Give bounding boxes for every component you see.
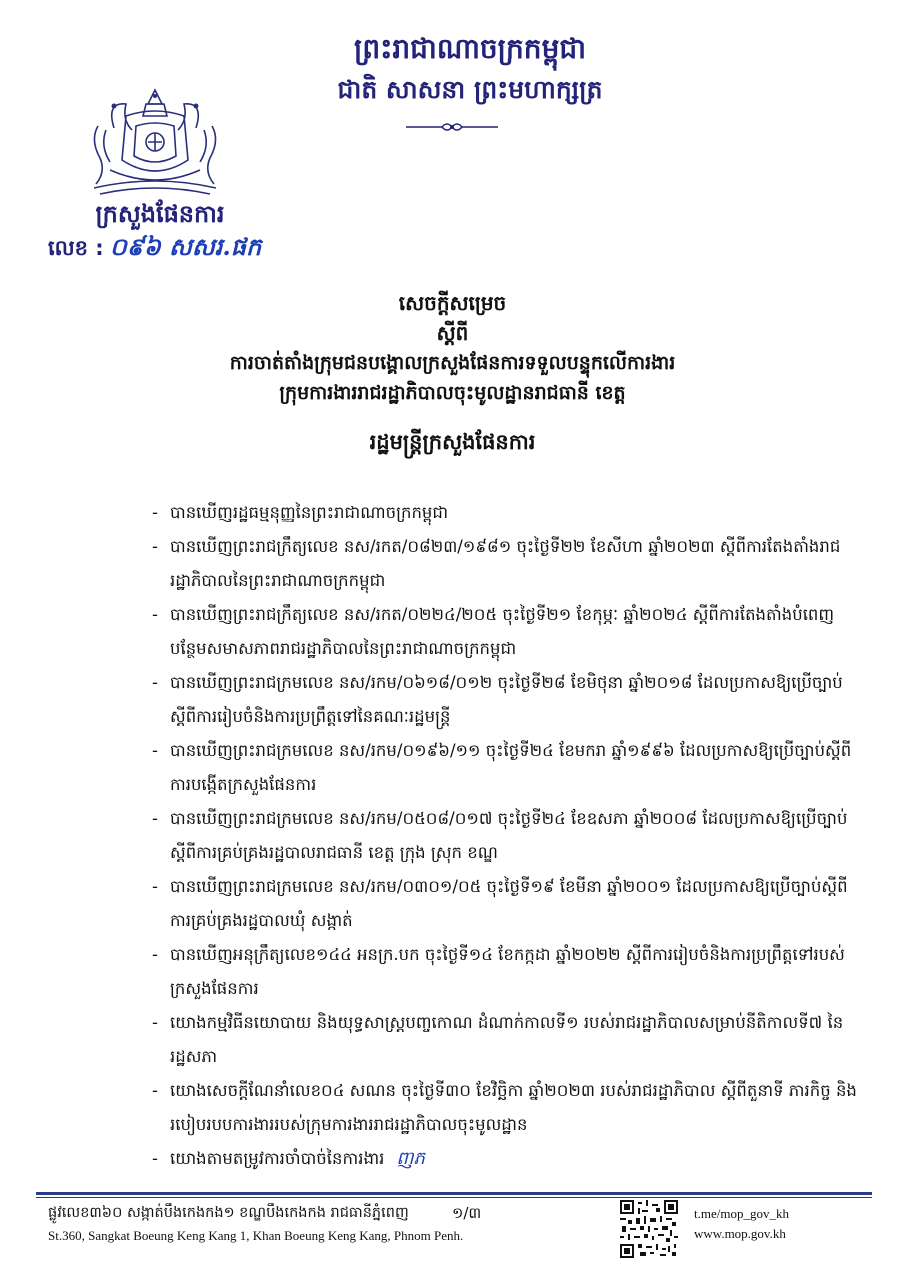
- subject-line-1: ការចាត់តាំងក្រុមជនបង្គោលក្រសួងផែនការទទួលបន្ទុកលើការងារ: [229, 352, 676, 374]
- ministry-name: ក្រសួងផែនការ: [95, 200, 225, 228]
- recital-item: - បានឃើញរដ្ឋធម្មនុញ្ញនៃព្រះរាជាណាចក្រកម្ពុជា: [152, 503, 449, 522]
- document-titles: [0, 288, 905, 458]
- recital-list: [152, 496, 864, 1176]
- handwritten-initials: ញភ: [396, 1148, 425, 1169]
- recital-text: បានឃើញព្រះរាជក្រមលេខ នស/រកម/០៥០៨/០១៧ ចុះថ្ងៃទី២៤ ខែឧសភា ឆ្នាំ២០០៨ ដែលប្រកាសឱ្យប្រើច្បាប់ស្តីពីការគ្រប់គ្រងរដ្ឋបាលរាជធានី ខេត្ត ក្រុង ស្រុក ខណ្ឌ: [170, 809, 848, 862]
- recital-text: បានឃើញព្រះរាជក្រឹត្យលេខ នស/រកត/០២២៤/២០៥ ចុះថ្ងៃទី២១ ខែកុម្ភៈ ឆ្នាំ២០២៤ ស្តីពីការតែងតាំងបំពេញបន្ថែមសមាសភាពរាជរដ្ឋាភិបាលនៃព្រះរាជាណាចក្រកម្ពុជា: [170, 605, 835, 658]
- recital-item: - បានឃើញព្រះរាជក្រឹត្យលេខ នស/រកត/០៨២៣/១៩៨១ ចុះថ្ងៃទី២២ ខែសីហា ឆ្នាំ២០២៣ ស្តីពីការតែងតាំងរាជរដ្ឋាភិបាលនៃព្រះរាជាណាចក្រកម្ពុជា: [152, 537, 841, 590]
- footer-divider-thin: [36, 1197, 872, 1198]
- recital-text: យោងកម្មវិធីនយោបាយ និងយុទ្ធសាស្ត្របញ្ចកោណ ដំណាក់កាលទី១ របស់រាជរដ្ឋាភិបាលសម្រាប់នីតិកាលទី៧ នៃរដ្ឋសភា: [170, 1013, 844, 1066]
- recital-item: - យោងកម្មវិធីនយោបាយ និងយុទ្ធសាស្ត្របញ្ចកោណ ដំណាក់កាលទី១ របស់រាជរដ្ឋាភិបាលសម្រាប់នីតិកាលទី៧ នៃរដ្ឋសភា: [152, 1013, 844, 1066]
- footer-divider: [36, 1192, 872, 1195]
- footer-contact: [694, 1204, 789, 1244]
- recital-item: - យោងសេចក្តីណែនាំលេខ០៤ សណន ចុះថ្ងៃទី៣០ ខែវិច្ឆិកា ឆ្នាំ២០២៣ របស់រាជរដ្ឋាភិបាល ស្តីពីតួនាទី ភារកិច្ច និងរបៀបរបបការងាររបស់ក្រុមការងាររាជរដ្ឋាភិបាលចុះមូលដ្ឋាន: [152, 1081, 857, 1134]
- minister-heading: រដ្ឋមន្ត្រីក្រសួងផែនការ: [369, 430, 536, 454]
- about-heading: ស្តីពី: [436, 321, 469, 345]
- telegram-link[interactable]: t.me/mop_gov_kh: [694, 1206, 789, 1221]
- reference-value: ០៩៦ សសរ.ផក: [109, 232, 262, 261]
- recital-item: - បានឃើញព្រះរាជក្រមលេខ នស/រកម/០៦១៨/០១២ ចុះថ្ងៃទី២៨ ខែមិថុនា ឆ្នាំ២០១៨ ដែលប្រកាសឱ្យប្រើច្បាប់ស្តីពីការរៀបចំនិងការប្រព្រឹត្តទៅនៃគណៈរដ្ឋមន្ត្រី: [152, 673, 843, 726]
- kingdom-title: ព្រះរាជាណាចក្រកម្ពុជា: [353, 32, 586, 65]
- royal-arms-of-cambodia-icon: [84, 86, 226, 196]
- reference-number: [48, 232, 261, 262]
- recital-item: - បានឃើញព្រះរាជក្រមលេខ នស/រកម/០១៩៦/១១ ចុះថ្ងៃទី២៤ ខែមករា ឆ្នាំ១៩៩៦ ដែលប្រកាសឱ្យប្រើច្បាប់ស្តីពីការបង្កើតក្រសួងផែនការ: [152, 741, 852, 794]
- recital-text: បានឃើញរដ្ឋធម្មនុញ្ញនៃព្រះរាជាណាចក្រកម្ពុជា: [170, 503, 449, 522]
- website-link[interactable]: www.mop.gov.kh: [694, 1226, 786, 1241]
- kingdom-header: [300, 30, 640, 108]
- recital-item: - បានឃើញអនុក្រឹត្យលេខ១៤៤ អនក្រ.បក ចុះថ្ងៃទី១៤ ខែកក្កដា ឆ្នាំ២០២២ ស្តីពីការរៀបចំនិងការប្រព្រឹត្តទៅរបស់ក្រសួងផែនការ: [152, 945, 845, 998]
- recital-text: យោងសេចក្តីណែនាំលេខ០៤ សណន ចុះថ្ងៃទី៣០ ខែវិច្ឆិកា ឆ្នាំ២០២៣ របស់រាជរដ្ឋាភិបាល ស្តីពីតួនាទី ភារកិច្ច និងរបៀបរបបការងាររបស់ក្រុមការងាររាជរដ្ឋាភិបាលចុះមូលដ្ឋាន: [170, 1081, 857, 1134]
- footer-address-khmer: ផ្លូវលេខ៣៦០ សង្កាត់បឹងកេងកង១ ខណ្ឌបឹងកេងកង រាជធានីភ្នំពេញ: [48, 1205, 409, 1221]
- qr-code-icon[interactable]: [620, 1200, 678, 1258]
- recital-item: - យោងតាមតម្រូវការចាំបាច់នៃការងារ ញភ: [152, 1148, 425, 1169]
- ornament-divider-icon: [402, 120, 502, 134]
- recital-item: - បានឃើញព្រះរាជក្រមលេខ នស/រកម/០៣០១/០៥ ចុះថ្ងៃទី១៩ ខែមីនា ឆ្នាំ២០០១ ដែលប្រកាសឱ្យប្រើច្បាប់ស្តីពីការគ្រប់គ្រងរដ្ឋបាលឃុំ សង្កាត់: [152, 877, 848, 930]
- subject-line-2: ក្រុមការងាររាជរដ្ឋាភិបាលចុះមូលដ្ឋានរាជធានី ខេត្ត: [279, 382, 626, 404]
- recital-item: - បានឃើញព្រះរាជក្រឹត្យលេខ នស/រកត/០២២៤/២០៥ ចុះថ្ងៃទី២១ ខែកុម្ភៈ ឆ្នាំ២០២៤ ស្តីពីការតែងតាំងបំពេញបន្ថែមសមាសភាពរាជរដ្ឋាភិបាលនៃព្រះរាជាណាចក្រកម្ពុជា: [152, 605, 835, 658]
- reference-label: លេខ :: [48, 236, 104, 260]
- recital-text: បានឃើញព្រះរាជក្រមលេខ នស/រកម/០១៩៦/១១ ចុះថ្ងៃទី២៤ ខែមករា ឆ្នាំ១៩៩៦ ដែលប្រកាសឱ្យប្រើច្បាប់ស្តីពីការបង្កើតក្រសួងផែនការ: [170, 741, 852, 794]
- recital-text: យោងតាមតម្រូវការចាំបាច់នៃការងារ: [170, 1149, 385, 1168]
- recital-text: បានឃើញព្រះរាជក្រមលេខ នស/រកម/០៣០១/០៥ ចុះថ្ងៃទី១៩ ខែមីនា ឆ្នាំ២០០១ ដែលប្រកាសឱ្យប្រើច្បាប់ស្តីពីការគ្រប់គ្រងរដ្ឋបាលឃុំ សង្កាត់: [170, 877, 848, 930]
- footer-address-english: St.360, Sangkat Boeung Keng Kang 1, Khan Boeung Keng Kang, Phnom Penh.: [48, 1228, 464, 1243]
- recital-text: បានឃើញអនុក្រឹត្យលេខ១៤៤ អនក្រ.បក ចុះថ្ងៃទី១៤ ខែកក្កដា ឆ្នាំ២០២២ ស្តីពីការរៀបចំនិងការប្រព្រឹត្តទៅរបស់ក្រសួងផែនការ: [170, 945, 845, 998]
- recital-text: បានឃើញព្រះរាជក្រឹត្យលេខ នស/រកត/០៨២៣/១៩៨១ ចុះថ្ងៃទី២២ ខែសីហា ឆ្នាំ២០២៣ ស្តីពីការតែងតាំងរាជរដ្ឋាភិបាលនៃព្រះរាជាណាចក្រកម្ពុជា: [170, 537, 841, 590]
- recital-text: បានឃើញព្រះរាជក្រមលេខ នស/រកម/០៦១៨/០១២ ចុះថ្ងៃទី២៨ ខែមិថុនា ឆ្នាំ២០១៨ ដែលប្រកាសឱ្យប្រើច្បាប់ស្តីពីការរៀបចំនិងការប្រព្រឹត្តទៅនៃគណៈរដ្ឋមន្ត្រី: [170, 673, 843, 726]
- decision-heading: សេចក្តីសម្រេច: [398, 291, 507, 315]
- page-number: ១/៣: [452, 1204, 482, 1222]
- kingdom-motto: ជាតិ សាសនា ព្រះមហាក្សត្រ: [337, 75, 603, 104]
- recital-item: - បានឃើញព្រះរាជក្រមលេខ នស/រកម/០៥០៨/០១៧ ចុះថ្ងៃទី២៤ ខែឧសភា ឆ្នាំ២០០៨ ដែលប្រកាសឱ្យប្រើច្បាប់ស្តីពីការគ្រប់គ្រងរដ្ឋបាលរាជធានី ខេត្ត ក្រុង ស្រុក ខណ្ឌ: [152, 809, 848, 862]
